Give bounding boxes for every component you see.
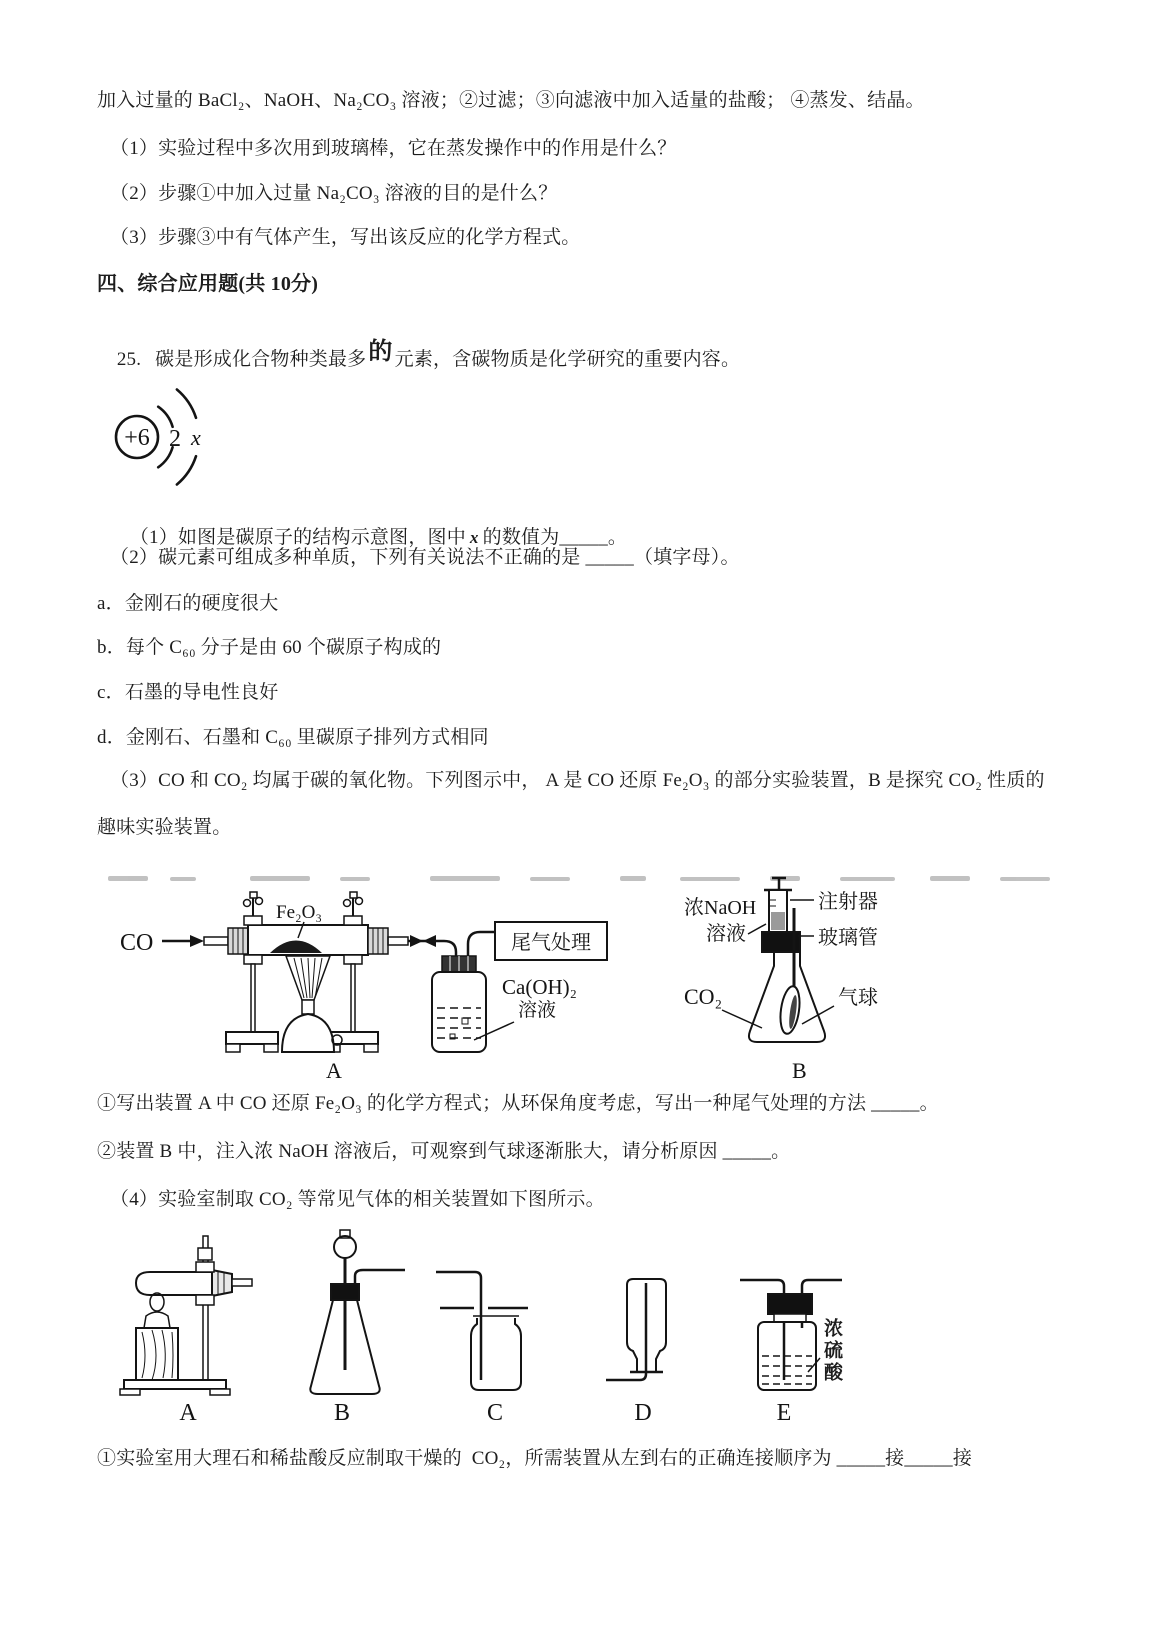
question-25-1-pre: （1）如图是碳原子的结构示意图，图中 xyxy=(129,526,466,548)
apparatus-a-letter: A xyxy=(326,1058,342,1083)
artifact-smudge xyxy=(108,876,1050,881)
device-b-flask-thistle-funnel xyxy=(310,1230,405,1394)
question-25-3-line2: 趣味实验装置。 xyxy=(97,817,232,838)
question-25-2: （2）碳元素可组成多种单质，下列有关说法不正确的是 _____（填字母）。 xyxy=(110,547,740,568)
fe2o3-label: Fe₂O₃ xyxy=(276,902,322,923)
syringe-label: 注射器 xyxy=(818,891,878,913)
co2-label: CO₂ xyxy=(684,984,723,1009)
question-25-number: 25. xyxy=(116,348,142,370)
device-d-inverted-bottle xyxy=(606,1279,666,1380)
apparatus-b-co2-flask xyxy=(684,878,878,1083)
question-25-part2: 元素，含碳物质是化学研究的重要内容。 xyxy=(394,348,741,370)
device-e-letter: E xyxy=(776,1400,792,1426)
acid-liquid-dashes xyxy=(762,1356,812,1384)
balloon-pointer-line xyxy=(802,1006,834,1024)
question-25-3-sub2: ②装置 B 中，注入浓 NaOH 溶液后，可观察到气球逐渐胀大，请分析原因 _____。 xyxy=(97,1141,791,1162)
iron-stand-right xyxy=(326,892,378,1052)
option-c: c．石墨的导电性良好 xyxy=(97,682,279,703)
atom-shell2-arc-top xyxy=(177,390,196,418)
naoh-label-line2: 溶液 xyxy=(706,923,746,945)
question-25-1-x: x xyxy=(469,527,479,547)
alcohol-burner xyxy=(282,956,342,1052)
question-25-3-line1: （3）CO 和 CO₂ 均属于碳的氧化物。下列图示中， A 是 CO 还原 Fe₂O₃ 的部分实验装置，B 是探究 CO₂ 性质的 xyxy=(110,770,1045,791)
right-stopper xyxy=(368,928,388,954)
question-25-part1: 碳是形成化合物种类最多 xyxy=(155,348,367,370)
iron-stand-left xyxy=(226,892,278,1052)
atom-shell2-electrons: x xyxy=(191,425,201,450)
option-b: b．每个 C₆₀ 分子是由 60 个碳原子构成的 xyxy=(97,637,442,658)
question-24-3: （3）步骤③中有气体产生，写出该反应的化学方程式。 xyxy=(110,227,581,248)
device-d-letter: D xyxy=(634,1400,652,1426)
caoh2-label: Ca(OH)₂ xyxy=(502,975,577,999)
inlet-tube xyxy=(204,937,228,945)
atom-nucleus-charge: +6 xyxy=(124,425,150,451)
glass-tube-label: 玻璃管 xyxy=(818,927,878,949)
device-a-heating-test-tube xyxy=(120,1236,252,1395)
caoh2-label2: 溶液 xyxy=(518,1000,557,1021)
atom-shell1-electrons: 2 xyxy=(169,426,181,452)
bottle-outlet-pipe xyxy=(468,932,495,956)
co-gas-label: CO xyxy=(120,930,154,956)
device-c-gas-bottle xyxy=(436,1272,528,1390)
question-25-3-sub1: ①写出装置 A 中 CO 还原 Fe₂O₃ 的化学方程式；从环保角度考虑，写出一种尾气处理的方法 _____。 xyxy=(97,1093,939,1114)
question-25-1-post: 的数值为_____。 xyxy=(482,526,628,548)
section-heading: 四、综合应用题(共 10分) xyxy=(97,273,319,295)
atom-shell1-arc-top xyxy=(158,407,172,427)
tail-gas-box-label: 尾气处理 xyxy=(511,932,591,954)
question-25-de: 的 xyxy=(368,338,393,365)
paragraph-steps: 加入过量的 BaCl₂、NaOH、Na₂CO₃ 溶液；②过滤；③向滤液中加入适量的盐酸； ④蒸发、结晶。 xyxy=(97,90,925,111)
naoh-label-line1: 浓NaOH xyxy=(684,897,757,919)
outlet-tube xyxy=(388,937,408,945)
apparatus-b-letter: B xyxy=(792,1058,807,1083)
device-b-letter: B xyxy=(333,1400,351,1426)
left-stopper xyxy=(228,928,248,954)
option-a: a．金刚石的硬度很大 xyxy=(97,593,279,614)
question-24-2: （2）步骤①中加入过量 Na₂CO₃ 溶液的目的是什么？ xyxy=(110,183,558,204)
acid-label: 浓硫酸 xyxy=(821,1318,842,1384)
atom-shell2-arc-bottom xyxy=(177,456,196,484)
device-a-letter: A xyxy=(179,1400,197,1426)
carbon-atom-diagram xyxy=(95,356,225,496)
option-d: d．金刚石、石墨和 C₆₀ 里碳原子排列方式相同 xyxy=(97,727,489,748)
balloon-label: 气球 xyxy=(838,987,878,1009)
apparatus-a-co-reduction xyxy=(120,892,607,1083)
syringe xyxy=(764,878,792,932)
device-c-letter: C xyxy=(486,1400,504,1426)
co-arrow-head xyxy=(190,935,204,947)
figure-apparatus-row xyxy=(100,1228,880,1428)
figure-apparatus-ab xyxy=(100,868,1060,1083)
question-25-4: （4）实验室制取 CO₂ 等常见气体的相关装置如下图所示。 xyxy=(110,1189,605,1210)
question-24-1: （1）实验过程中多次用到玻璃棒，它在蒸发操作中的作用是什么？ xyxy=(110,138,677,159)
question-25-4-sub1: ①实验室用大理石和稀盐酸反应制取干燥的 CO₂，所需装置从左到右的正确连接顺序为 _____接_____接 xyxy=(97,1448,973,1469)
